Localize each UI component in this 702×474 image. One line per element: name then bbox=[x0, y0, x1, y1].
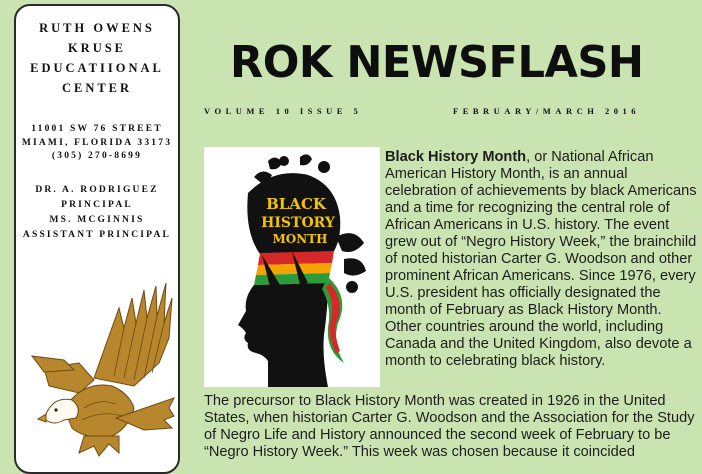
staff-line: DR. A. RODRIGUEZ bbox=[35, 185, 159, 195]
staff-line: PRINCIPAL bbox=[61, 200, 133, 210]
school-info-sidebar bbox=[14, 4, 180, 474]
school-name-line: CENTER bbox=[61, 81, 133, 95]
school-name-line: EDUCATIIONAL bbox=[30, 61, 164, 75]
newsletter-title: ROK NEWSFLASH bbox=[230, 37, 644, 88]
school-address bbox=[16, 123, 178, 164]
school-name-line: KRUSE bbox=[67, 41, 127, 55]
staff-line: MS. MCGINNIS bbox=[49, 215, 145, 225]
phone-line: (305) 270-8699 bbox=[51, 151, 143, 161]
volume-issue: VOLUME 10 ISSUE 5 bbox=[204, 106, 363, 116]
article-lead: Black History Month bbox=[385, 149, 527, 165]
image-text-history: HISTORY bbox=[261, 215, 335, 231]
article-paragraph-1 bbox=[385, 149, 700, 370]
address-line: MIAMI, FLORIDA 33173 bbox=[21, 137, 173, 148]
black-history-month-image bbox=[204, 147, 380, 387]
image-text-black: BLACK bbox=[266, 195, 326, 213]
article-paragraph-2: The precursor to Black History Month was created in 1926 in the United States, when historian Carter G. Woodson and the Association for the Study of Negro Life and History announced the second week of February to be “Negro History Week.” This week was chosen because it coincided bbox=[204, 393, 695, 460]
school-name bbox=[16, 18, 178, 98]
school-staff bbox=[16, 183, 178, 243]
eagle-emblem-icon bbox=[24, 268, 176, 458]
article-paragraph-1-text: , or National African American History Month, is an annual celebration of achievements by black Americans and a time for recognizing the central role of African Americans in U.S. history. The event grew out of “Negro History Week,” the brainchild of noted historian Carter G. Woodson and other prominent African Americans. Since 1976, every U.S. president has officially designated the month of February as Black History Month. Other countries around the world, including Canada and the United Kingdom, also devote a month to celebrating black history. bbox=[385, 149, 697, 369]
head-silhouette-graphic bbox=[204, 147, 380, 387]
address-line: 11001 SW 76 STREET bbox=[31, 124, 163, 134]
image-text-month: MONTH bbox=[272, 232, 328, 246]
school-name-line: RUTH OWENS bbox=[39, 21, 155, 35]
issue-date: FEBRUARY/MARCH 2016 bbox=[453, 106, 640, 116]
staff-line: ASSISTANT PRINCIPAL bbox=[22, 230, 172, 240]
